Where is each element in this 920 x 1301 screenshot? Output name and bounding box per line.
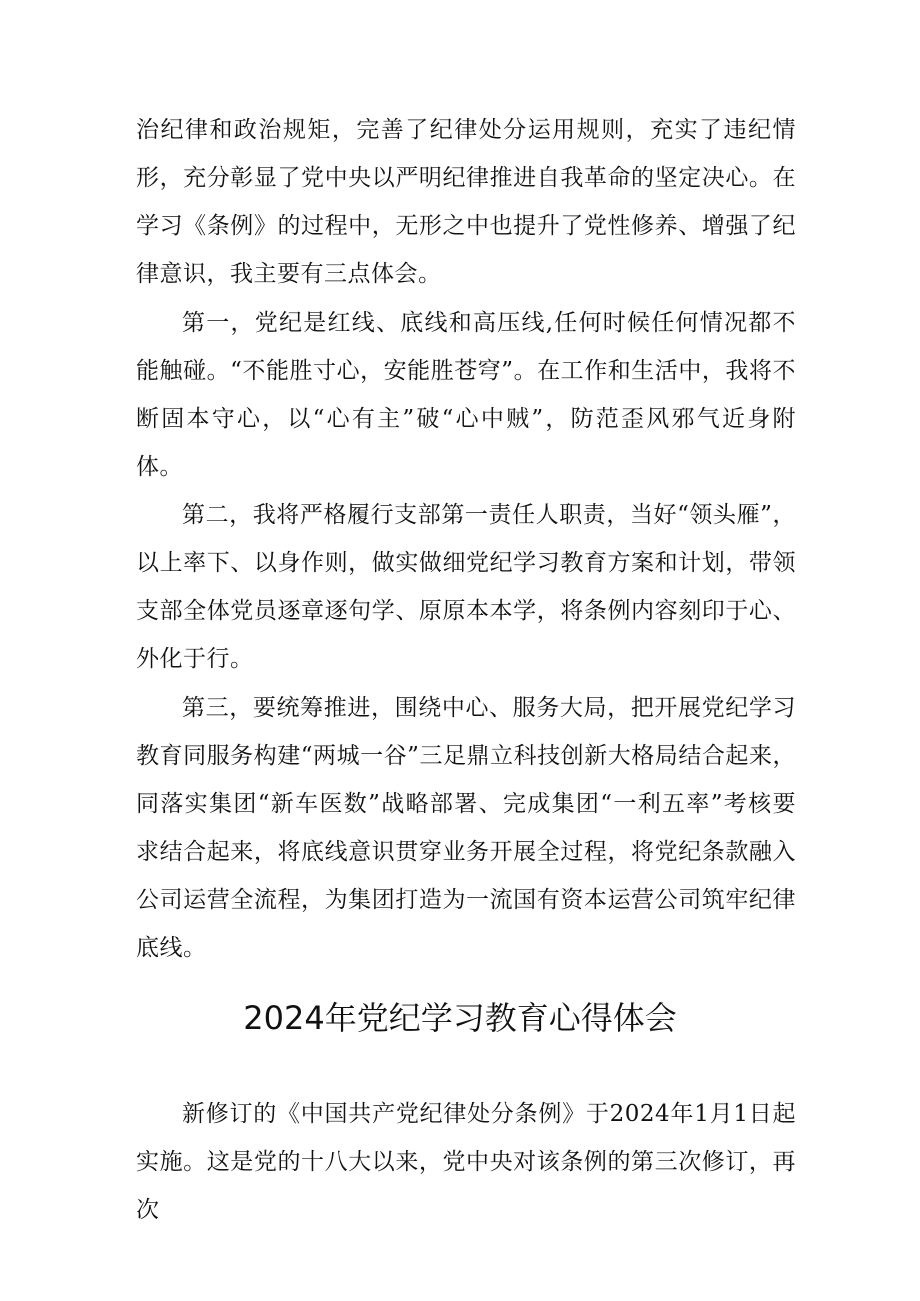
intro-paragraph: 新修订的《中国共产党纪律处分条例》于2024年1月1日起实施。这是党的十八大以来，党中央对该条例的第三次修订，再次 [136, 1101, 796, 1223]
section-title: 2024年党纪学习教育心得体会 [243, 999, 677, 1037]
paragraph-continued: 治纪律和政治规矩，完善了纪律处分运用规则，充实了违纪情形，充分彰显了党中央以严明纪律推进自我革命的坚定决心。在学习《条例》的过程中，无形之中也提升了党性修养、增强了纪律意识，我主要有三点体会。 [136, 117, 796, 287]
paragraph-point-three: 第三，要统筹推进，围绕中心、服务大局，把开展党纪学习教育同服务构建“两城一谷”三足鼎立科技创新大格局结合起来，同落实集团“新车医数”战略部署、完成集团“一利五率”考核要求结合起来，将底线意识贯穿业务开展全过程，将党纪条款融入公司运营全流程，为集团打造为一流国有资本运营公司筑牢纪律底线。 [136, 695, 796, 961]
paragraph-point-two: 第二，我将严格履行支部第一责任人职责，当好“领头雁”，以上率下、以身作则，做实做细党纪学习教育方案和计划，带领支部全体党员逐章逐句学、原原本本学，将条例内容刻印于心、外化于行。 [136, 502, 796, 672]
paragraph-point-one: 第一，党纪是红线、底线和高压线,任何时候任何情况都不能触碰。“不能胜寸心，安能胜苍穹”。在工作和生活中，我将不断固本守心，以“心有主”破“心中贼”，防范歪风邪气近身附体。 [136, 310, 796, 480]
